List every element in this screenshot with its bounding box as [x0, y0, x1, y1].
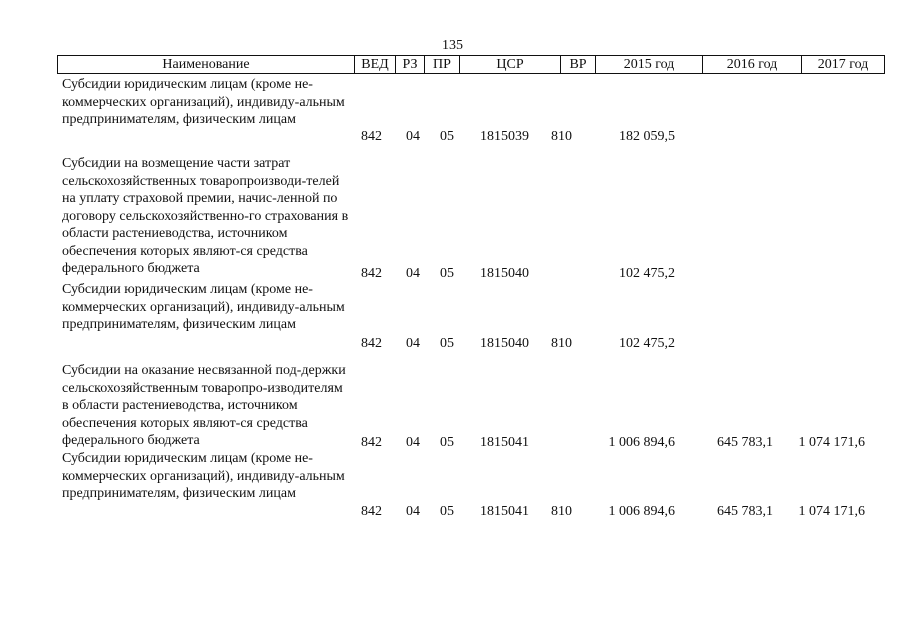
row-name: Субсидии на оказание несвязанной под-держки сельскохозяйственным товаропро-изводителям в области растениеводства, источником обеспечения которых являют-ся средства федерального бюджета	[62, 363, 346, 448]
row-pr: 05	[440, 336, 454, 351]
col-2015-header: 2015 год	[596, 56, 703, 74]
row-name: Субсидии юридическим лицам (кроме не-коммерческих организаций), индивиду-альным предпринимателям, физическим лицам	[62, 282, 345, 332]
row-2015: 1 006 894,6	[608, 435, 675, 450]
row-2016: 645 783,1	[717, 504, 773, 519]
row-vr: 810	[551, 336, 572, 351]
row-rz: 04	[406, 504, 420, 519]
col-csr-header: ЦСР	[460, 56, 561, 74]
row-vr: 810	[551, 129, 572, 144]
col-pr-header: ПР	[425, 56, 460, 74]
row-2015: 182 059,5	[619, 129, 675, 144]
row-ved: 842	[361, 336, 382, 351]
col-2016-header: 2016 год	[703, 56, 802, 74]
row-ved: 842	[361, 504, 382, 519]
row-pr: 05	[440, 435, 454, 450]
row-csr: 1815041	[480, 504, 529, 519]
page-number: 135	[442, 38, 463, 53]
row-rz: 04	[406, 435, 420, 450]
col-2017-header: 2017 год	[802, 56, 885, 74]
row-csr: 1815039	[480, 129, 529, 144]
row-2017: 1 074 171,6	[798, 504, 865, 519]
row-rz: 04	[406, 336, 420, 351]
row-vr: 810	[551, 504, 572, 519]
col-ved-header: ВЕД	[355, 56, 396, 74]
row-2015: 102 475,2	[619, 336, 675, 351]
row-ved: 842	[361, 129, 382, 144]
row-csr: 1815040	[480, 266, 529, 281]
row-csr: 1815041	[480, 435, 529, 450]
row-ved: 842	[361, 266, 382, 281]
row-name: Субсидии на возмещение части затрат сельскохозяйственных товаропроизводи-телей на уплату страховой премии, начис-ленной по договору сельскохозяйственно-го страхования в области растениеводства, источником обеспечения которых являют-ся средства федерального бюджета	[62, 156, 349, 276]
col-rz-header: РЗ	[396, 56, 425, 74]
row-2017: 1 074 171,6	[798, 435, 865, 450]
row-2015: 1 006 894,6	[608, 504, 675, 519]
row-name: Субсидии юридическим лицам (кроме не-коммерческих организаций), индивиду-альным предпринимателям, физическим лицам	[62, 451, 345, 501]
row-name: Субсидии юридическим лицам (кроме не-коммерческих организаций), индивиду-альным предпринимателям, физическим лицам	[62, 77, 345, 127]
row-csr: 1815040	[480, 336, 529, 351]
row-rz: 04	[406, 266, 420, 281]
col-vr-header: ВР	[561, 56, 596, 74]
row-pr: 05	[440, 129, 454, 144]
row-2015: 102 475,2	[619, 266, 675, 281]
row-pr: 05	[440, 266, 454, 281]
row-2016: 645 783,1	[717, 435, 773, 450]
row-pr: 05	[440, 504, 454, 519]
col-name-header: Наименование	[58, 56, 355, 74]
row-rz: 04	[406, 129, 420, 144]
row-ved: 842	[361, 435, 382, 450]
table-header	[57, 55, 885, 74]
